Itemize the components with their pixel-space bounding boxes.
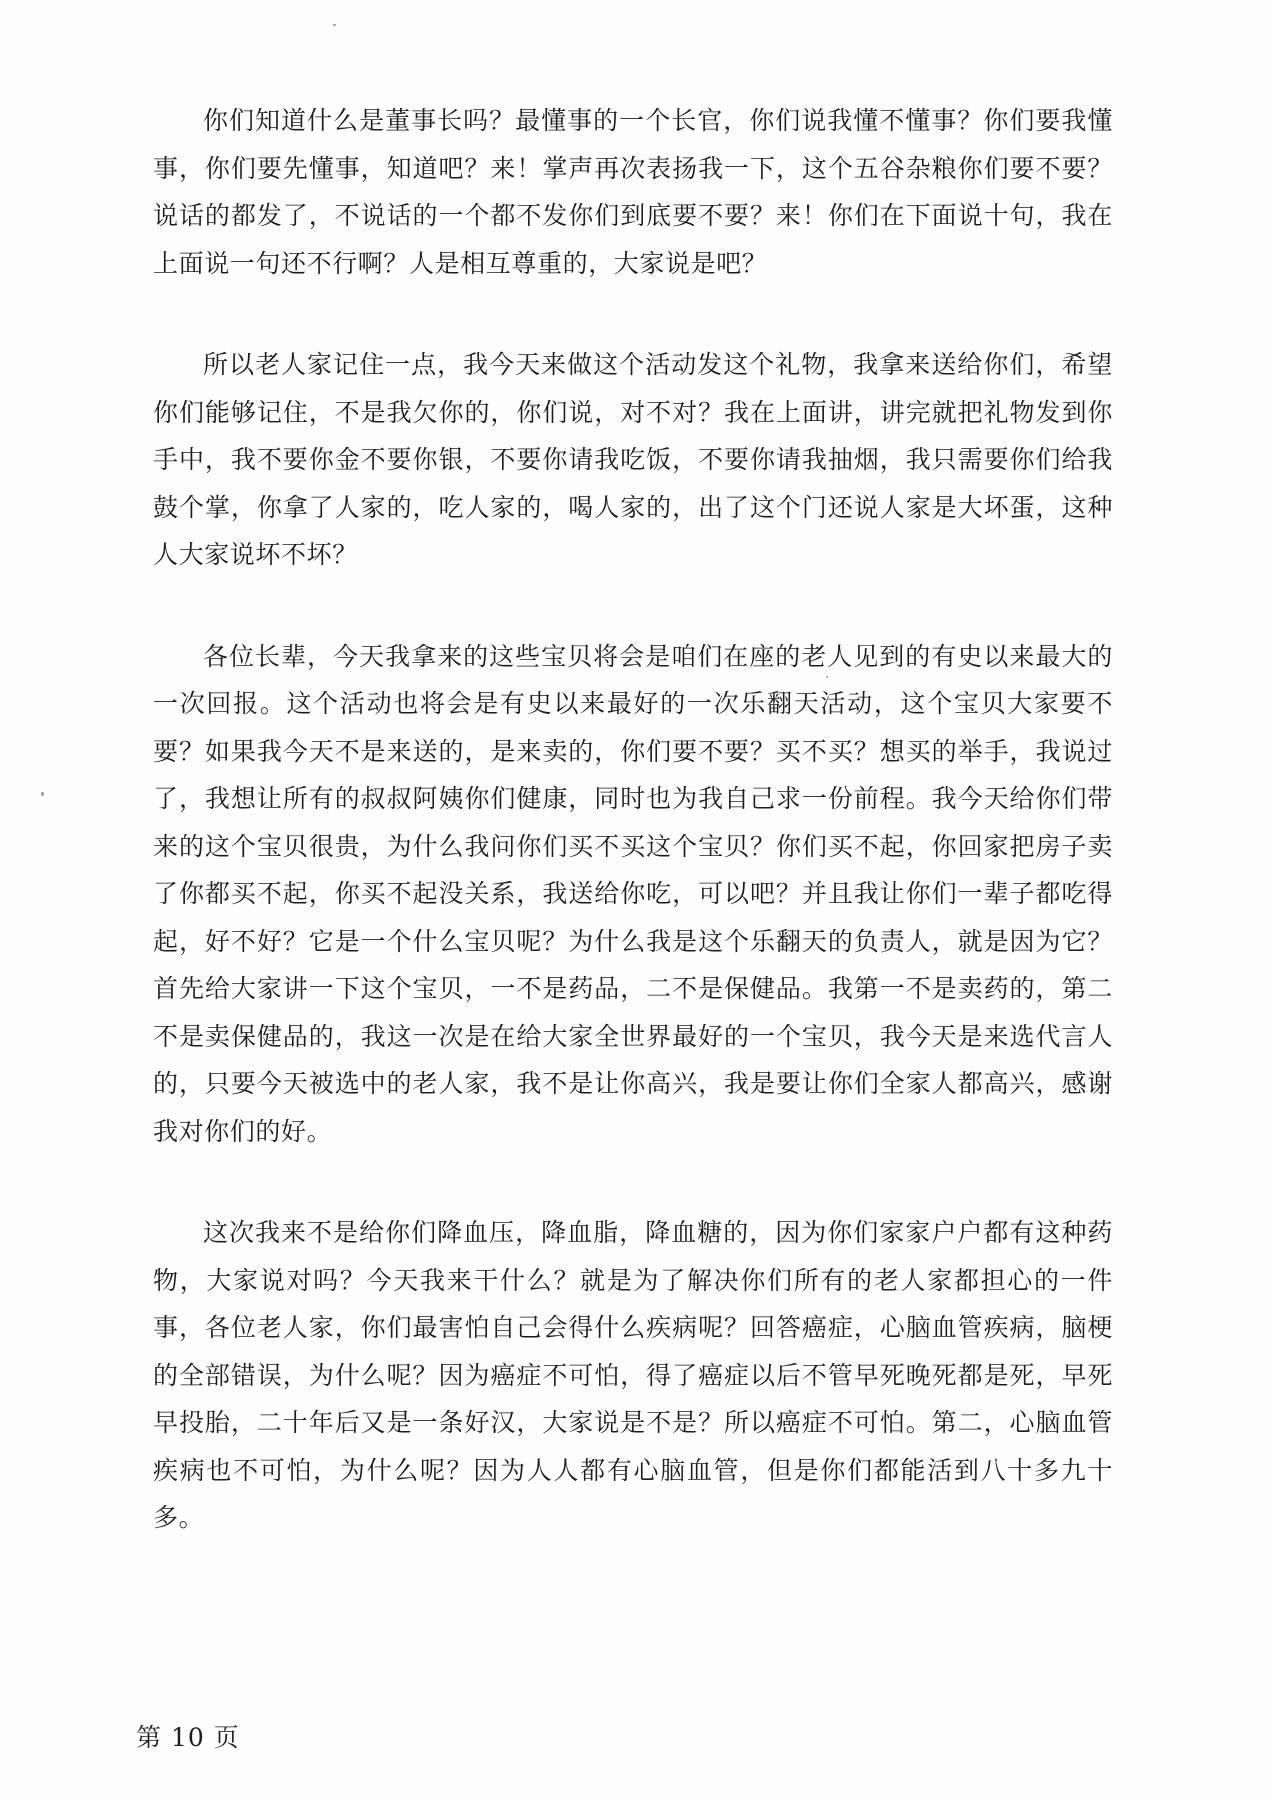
scan-speck <box>41 792 44 796</box>
scan-speck <box>333 24 336 26</box>
paragraph-4: 这次我来不是给你们降血压，降血脂，降血糖的，因为你们家家户户都有这种药物，大家说对吗？今天我来干什么？就是为了解决你们所有的老人家都担心的一件事，各位老人家，你们最害怕自己会得什么疾病呢？回答癌症，心脑血管疾病，脑梗的全部错误，为什么呢？因为癌症不可怕，得了癌症以后不管早死晚死都是死，早死早投胎，二十年后又是一条好汉，大家说是不是？所以癌症不可怕。第二，心脑血管疾病也不可怕，为什么呢？因为人人都有心脑血管，但是你们都能活到八十多九十多。 <box>153 1218 1113 1532</box>
paragraph-3: 各位长辈，今天我拿来的这些宝贝将会是咱们在座的老人见到的有史以来最大的一次回报。这个活动也将会是有史以来最好的一次乐翻天活动，这个宝贝大家要不要？如果我今天不是来送的，是来卖的，你们要不要？买不买？想买的举手，我说过了，我想让所有的叔叔阿姨你们健康，同时也为我自己求一份前程。我今天给你们带来的这个宝贝很贵，为什么我问你们买不买这个宝贝？你们买不起，你回家把房子卖了你都买不起，你买不起没关系，我送给你吃，可以吧？并且我让你们一辈子都吃得起，好不好？它是一个什么宝贝呢？为什么我是这个乐翻天的负责人，就是因为它？首先给大家讲一下这个宝贝，一不是药品，二不是保健品。我第一不是卖药的，第二不是卖保健品的，我这一次是在给大家全世界最好的一个宝贝，我今天是来选代言人的，只要今天被选中的老人家，我不是让你高兴，我是要让你们全家人都高兴，感谢我对你们的好。 <box>153 641 1113 1146</box>
paragraph-2: 所以老人家记住一点，我今天来做这个活动发这个礼物，我拿来送给你们，希望你们能够记住，不是我欠你的，你们说，对不对？我在上面讲，讲完就把礼物发到你手中，我不要你金不要你银，不要你请我吃饭，不要你请我抽烟，我只需要你们给我鼓个掌，你拿了人家的，吃人家的，喝人家的，出了这个门还说人家是大坏蛋，这种人大家说坏不坏？ <box>153 350 1113 569</box>
document-body <box>153 97 1113 1596</box>
page-number: 第 10 页 <box>136 1723 240 1752</box>
paragraph-1: 你们知道什么是董事长吗？最懂事的一个长官，你们说我懂不懂事？你们要我懂事，你们要先懂事，知道吧？来！掌声再次表扬我一下，这个五谷杂粮你们要不要？说话的都发了，不说话的一个都不发你们到底要不要？来！你们在下面说十句，我在上面说一句还不行啊？人是相互尊重的，大家说是吧？ <box>153 106 1113 278</box>
